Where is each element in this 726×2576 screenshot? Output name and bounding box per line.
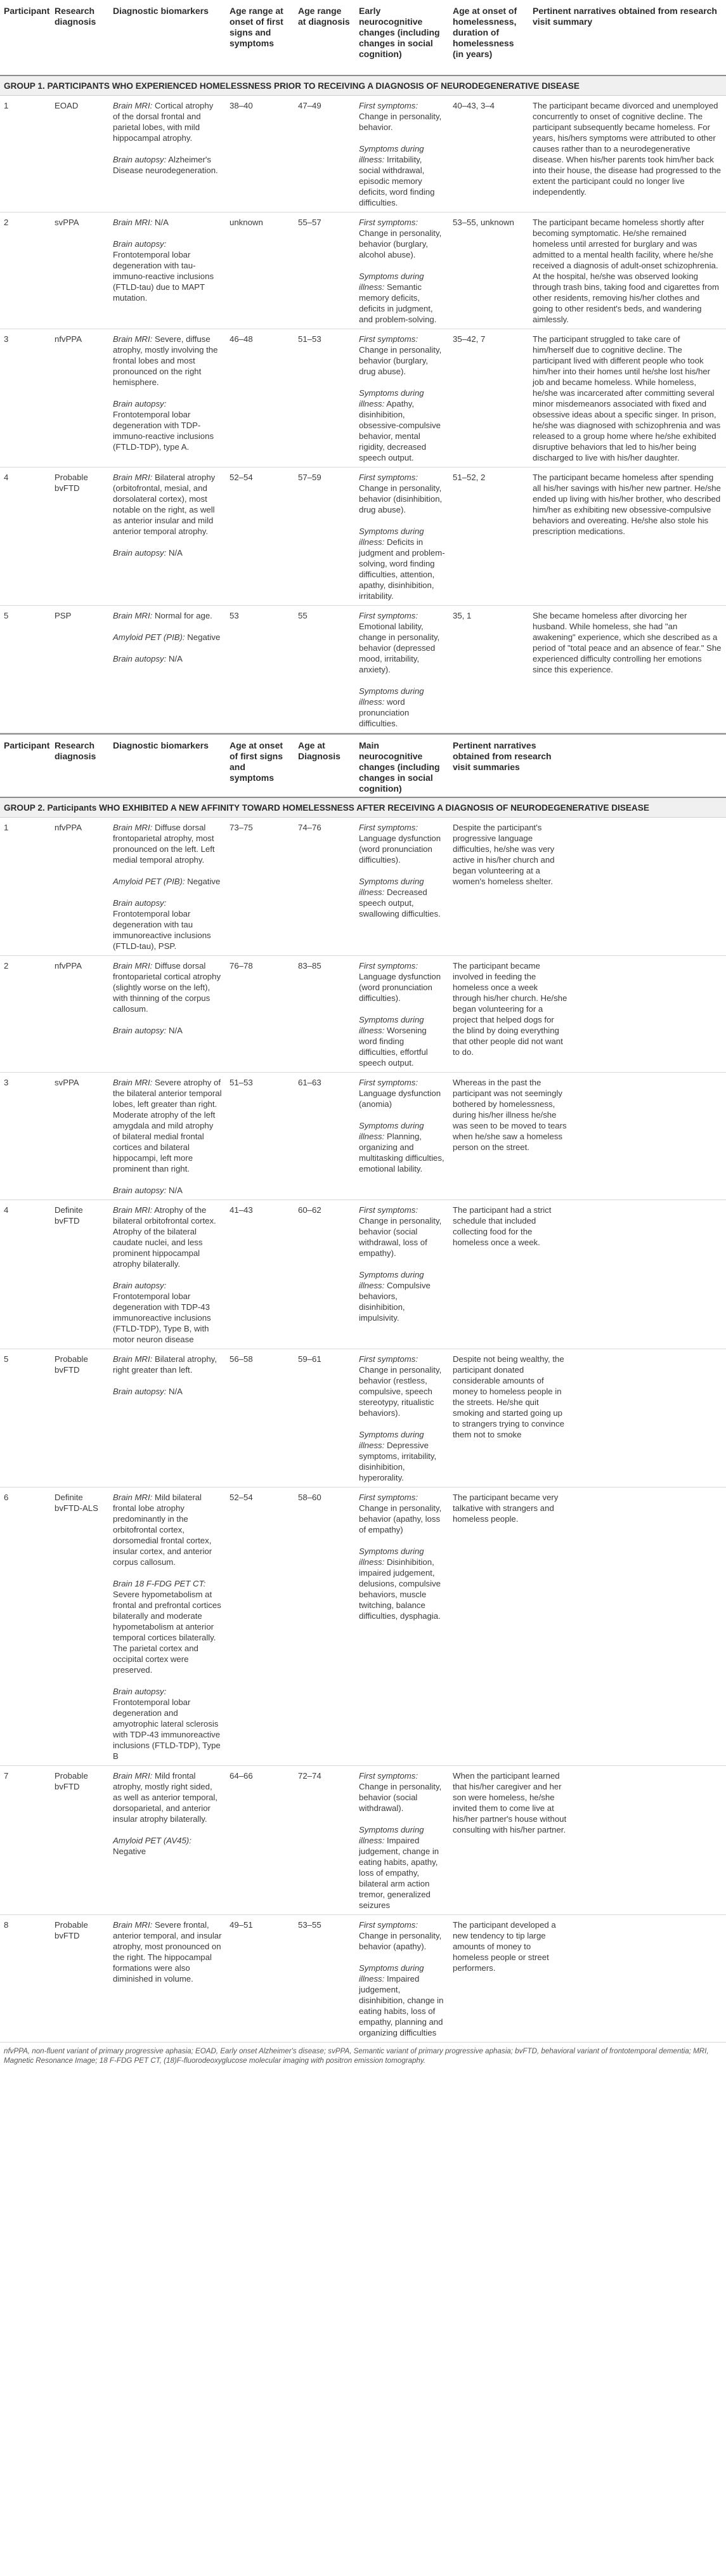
neurocognitive-change-entry <box>359 472 445 515</box>
biomarker-text: N/A <box>166 1387 183 1396</box>
biomarker-text: Mild bilateral frontal lobe atrophy predominantly in the orbitofrontal cortex, dorsomedial frontal cortex, insular cortex, and anterior corpus callosum. <box>113 1493 212 1567</box>
biomarker-text: Severe atrophy of the bilateral anterior temporal lobes, left greater than right. Moderate atrophy of the left amygdala and mild atrophy of bilateral medial frontal cortices and bilateral hippocampi, left more prominent than right. <box>113 1078 222 1174</box>
diagnosis-age-cell: 74–76 <box>294 818 355 956</box>
participant-cell: 6 <box>0 1487 51 1766</box>
neurocognitive-change-label: First symptoms: <box>359 1205 418 1215</box>
biomarker-entry <box>113 1205 222 1269</box>
biomarker-cell <box>109 1915 226 2043</box>
onset-age-cell: 49–51 <box>226 1915 294 2043</box>
neurocognitive-change-text: Depressive symptoms, irritability, disinhibition, hyperorality. <box>359 1441 437 1482</box>
diagnosis-cell: Definite bvFTD-ALS <box>51 1487 109 1766</box>
header-age-onset: Age at onset of first signs and symptoms <box>226 734 294 797</box>
onset-age-cell: 64–66 <box>226 1766 294 1915</box>
biomarker-label: Brain autopsy: <box>113 654 167 664</box>
participant-cell: 3 <box>0 1073 51 1200</box>
biomarker-entry <box>113 1578 222 1675</box>
homelessness-cell: 51–52, 2 <box>449 467 529 606</box>
biomarker-text: Negative <box>185 877 221 886</box>
onset-age-cell: 46–48 <box>226 329 294 467</box>
narrative-cell: Whereas in the past the participant was not seemingly bothered by homelessness, during his/her illness he/she was seen to be moved to tears when he/she saw a homeless person on the street. <box>449 1073 726 1200</box>
neurocognitive-change-entry <box>359 1120 445 1174</box>
neurocognitive-change-label: Symptoms during illness: <box>359 1963 424 1984</box>
diagnosis-age-cell: 55–57 <box>294 212 355 329</box>
biomarker-cell <box>109 606 226 733</box>
biomarker-entry <box>113 398 222 452</box>
biomarker-label: Brain autopsy: <box>113 399 167 409</box>
diagnosis-cell: Definite bvFTD <box>51 1200 109 1349</box>
narrative-cell: The participant became involved in feeding the homeless once a week through his/her church. He/she began volunteering for a project that helped dogs for the blind by doing everything that other people did not want to do. <box>449 956 726 1073</box>
neurocognitive-change-entry <box>359 1963 445 2038</box>
biomarker-entry <box>113 100 222 143</box>
header-age-onset: Age range at onset of first signs and symptoms <box>226 0 294 75</box>
neurocognitive-change-label: Symptoms during illness: <box>359 388 424 409</box>
diagnosis-age-cell: 58–60 <box>294 1487 355 1766</box>
narrative-cell: The participant became divorced and unemployed concurrently to onset of cognitive decline. The participant subsequently became homeless. For years, his/hers symptoms were attributed to other causes rather than to a neurodegenerative disease. When his/her parents took him/her back into their house, the disease had progressed to the extent the participant could no longer live independently. <box>529 96 726 212</box>
biomarker-entry <box>113 1919 222 1984</box>
narrative-cell: Despite not being wealthy, the participant donated considerable amounts of money to homeless people in the streets. He/she quit smoking and started going up to strangers trying to convince them not to smoke <box>449 1349 726 1487</box>
onset-age-cell: 52–54 <box>226 1487 294 1766</box>
group-2-label-row <box>0 797 726 818</box>
neurocognitive-change-label: First symptoms: <box>359 1493 418 1502</box>
biomarker-entry <box>113 1280 222 1345</box>
table-row <box>0 1200 726 1349</box>
narrative-cell: When the participant learned that his/her caregiver and her son were homeless, he/she invited them to come live at his/her partner's house without consulting with his/her partner. <box>449 1766 726 1915</box>
narrative-cell: The participant had a strict schedule that included collecting food for the homeless once a week. <box>449 1200 726 1349</box>
neurocognitive-change-text: Apathy, disinhibition, obsessive-compulsive behavior, mental rigidity, decreased speech output. <box>359 399 441 462</box>
diagnosis-age-cell: 55 <box>294 606 355 733</box>
neurocognitive-change-cell <box>355 1915 449 2043</box>
table-row <box>0 329 726 467</box>
onset-age-cell: 52–54 <box>226 467 294 606</box>
biomarker-text: N/A <box>166 654 183 664</box>
neurocognitive-change-entry <box>359 610 445 675</box>
neurocognitive-change-entry <box>359 1824 445 1911</box>
narrative-cell: The participant became very talkative with strangers and homeless people. <box>449 1487 726 1766</box>
narrative-cell: The participant became homeless shortly after becoming symptomatic. He/she remained homeless until arrested for burglary and was admitted to a mental health facility, where he/she received a diagnosis of adult-onset schizophrenia. At the hospital, he/she was observed looking through trash bins, taking food and cigarettes from other residents, removing his/her clothes and going to other resident's beds, and wandering aimlessly. <box>529 212 726 329</box>
neurocognitive-change-entry <box>359 100 445 133</box>
biomarker-entry <box>113 876 222 887</box>
group-1-label: GROUP 1. PARTICIPANTS WHO EXPERIENCED HOMELESSNESS PRIOR TO RECEIVING A DIAGNOSIS OF NEURODEGENERATIVE DISEASE <box>0 75 726 96</box>
biomarker-cell <box>109 1200 226 1349</box>
biomarker-cell <box>109 818 226 956</box>
biomarker-label: Brain MRI: <box>113 334 153 344</box>
biomarker-label: Amyloid PET (PIB): <box>113 632 185 642</box>
biomarker-entry <box>113 632 222 643</box>
biomarker-label: Brain MRI: <box>113 1078 153 1087</box>
table-footnote: nfvPPA, non-fluent variant of primary progressive aphasia; EOAD, Early onset Alzheimer's disease; svPPA, Semantic variant of primary progressive aphasia; bvFTD, behavioral variant of frontotemporal dementia; MRI, Magnetic Resonance Image; 18 F-FDG PET CT, (18)F-fluorodeoxyglucose molecular imaging with positron emission tomography. <box>4 2047 709 2065</box>
neurocognitive-change-label: First symptoms: <box>359 1078 418 1087</box>
biomarker-entry <box>113 1386 222 1397</box>
biomarker-entry <box>113 898 222 951</box>
biomarker-text: Negative <box>185 632 221 642</box>
biomarker-label: Brain autopsy: <box>113 1186 167 1195</box>
neurocognitive-change-entry <box>359 271 445 325</box>
biomarker-entry <box>113 822 222 865</box>
neurocognitive-change-label: Symptoms during illness: <box>359 686 424 707</box>
neurocognitive-change-label: Symptoms during illness: <box>359 1270 424 1290</box>
homelessness-cell: 53–55, unknown <box>449 212 529 329</box>
neurocognitive-change-label: Symptoms during illness: <box>359 1015 424 1035</box>
biomarker-entry <box>113 154 222 176</box>
neurocognitive-change-entry <box>359 334 445 377</box>
participant-cell: 4 <box>0 467 51 606</box>
biomarker-entry <box>113 960 222 1014</box>
neurocognitive-change-label: First symptoms: <box>359 1771 418 1781</box>
neurocognitive-change-text: Language dysfunction (word pronunciation difficulties). <box>359 972 441 1003</box>
participant-cell: 8 <box>0 1915 51 2043</box>
narrative-cell: Despite the participant's progressive language difficulties, he/she was very active in his/her church and began volunteering at a women's homeless shelter. <box>449 818 726 956</box>
neurocognitive-change-label: Symptoms during illness: <box>359 1546 424 1567</box>
neurocognitive-change-entry <box>359 1205 445 1259</box>
neurocognitive-change-label: First symptoms: <box>359 1354 418 1364</box>
neurocognitive-change-label: First symptoms: <box>359 334 418 344</box>
neurocognitive-change-text: Deficits in judgment and problem-solving, word finding difficulties, attention, apathy, disinhibition, irritability. <box>359 537 445 601</box>
biomarker-entry <box>113 547 222 558</box>
diagnosis-age-cell: 72–74 <box>294 1766 355 1915</box>
neurocognitive-change-entry <box>359 526 445 601</box>
biomarker-text: Severe hypometabolism at frontal and prefrontal cortices bilaterally and moderate hypometabolism at anterior temporal cortices bilaterally. The parietal cortex and occipital cortex were preserved. <box>113 1590 221 1675</box>
participant-cell: 1 <box>0 818 51 956</box>
neurocognitive-change-text: Change in personality, behavior. <box>359 112 442 132</box>
biomarker-cell <box>109 1766 226 1915</box>
neurocognitive-change-label: Symptoms during illness: <box>359 144 424 164</box>
header-neurocognitive-changes: Main neurocognitive changes (including changes in social cognition) <box>355 734 449 797</box>
biomarker-cell <box>109 1487 226 1766</box>
participant-cell: 3 <box>0 329 51 467</box>
neurocognitive-change-entry <box>359 686 445 729</box>
neurocognitive-change-cell <box>355 1200 449 1349</box>
neurocognitive-change-text: Change in personality, behavior (disinhibition, drug abuse). <box>359 483 443 514</box>
biomarker-label: Brain MRI: <box>113 1493 153 1502</box>
neurocognitive-change-label: Symptoms during illness: <box>359 271 424 292</box>
diagnosis-cell: nfvPPA <box>51 818 109 956</box>
biomarker-entry <box>113 239 222 303</box>
biomarker-cell <box>109 329 226 467</box>
neurocognitive-change-text: Change in personality, behavior (social withdrawal). <box>359 1782 442 1813</box>
biomarker-label: Brain 18 F-FDG PET CT: <box>113 1579 206 1588</box>
biomarker-entry <box>113 217 222 228</box>
biomarker-entry <box>113 610 222 621</box>
biomarker-label: Brain autopsy: <box>113 1281 167 1290</box>
neurocognitive-change-label: First symptoms: <box>359 473 418 482</box>
table-group-2 <box>0 733 726 2043</box>
narrative-cell: The participant became homeless after spending all his/her savings with his/her new partner. He/she ended up living with his/her brother, who described him/her as exhibiting new obsessive-compulsive behaviors and overeating. He/she also stole his prescription medications. <box>529 467 726 606</box>
neurocognitive-change-label: First symptoms: <box>359 1920 418 1930</box>
biomarker-text: N/A <box>166 548 183 558</box>
biomarker-label: Brain MRI: <box>113 218 153 227</box>
biomarker-text: Frontotemporal lobar degeneration with TDP-43 immunoreactive inclusions (FTLD-TDP), Type B, with motor neuron disease <box>113 1291 211 1344</box>
header-age-diagnosis: Age range at diagnosis <box>294 0 355 75</box>
neurocognitive-change-label: First symptoms: <box>359 611 418 620</box>
table-row <box>0 818 726 956</box>
neurocognitive-change-text: Language dysfunction (word pronunciation difficulties). <box>359 834 441 865</box>
neurocognitive-change-entry <box>359 1919 445 1952</box>
table-2-header <box>0 734 726 797</box>
biomarker-entry <box>113 1354 222 1375</box>
neurocognitive-change-cell <box>355 606 449 733</box>
neurocognitive-change-text: Irritability, social withdrawal, episodic memory deficits, word finding difficulties. <box>359 155 435 207</box>
onset-age-cell: unknown <box>226 212 294 329</box>
table-row <box>0 212 726 329</box>
biomarker-text: Bilateral atrophy (orbitofrontal, mesial, and dorsolateral cortex), most notable on the right, as well as anterior insular and mild anterior temporal atrophy. <box>113 473 216 536</box>
biomarker-label: Brain MRI: <box>113 1920 153 1930</box>
onset-age-cell: 76–78 <box>226 956 294 1073</box>
neurocognitive-change-text: Change in personality, behavior (apathy, loss of empathy) <box>359 1503 442 1534</box>
participant-cell: 2 <box>0 956 51 1073</box>
neurocognitive-change-text: Change in personality, behavior (apathy). <box>359 1931 442 1951</box>
onset-age-cell: 56–58 <box>226 1349 294 1487</box>
onset-age-cell: 41–43 <box>226 1200 294 1349</box>
header-narratives: Pertinent narratives obtained from research visit summaries <box>449 734 726 797</box>
diagnosis-cell: svPPA <box>51 212 109 329</box>
biomarker-entry <box>113 472 222 537</box>
biomarker-text: Severe, diffuse atrophy, mostly involving the frontal lobes and most pronounced on the right hemisphere. <box>113 334 218 387</box>
header-homelessness: Age at onset of homelessness, duration of homelessness (in years) <box>449 0 529 75</box>
group-1-label-row <box>0 75 726 96</box>
neurocognitive-change-text: Semantic memory deficits, deficits in judgment, and problem-solving. <box>359 282 437 324</box>
neurocognitive-change-entry <box>359 1354 445 1418</box>
biomarker-label: Amyloid PET (AV45): <box>113 1836 191 1845</box>
neurocognitive-change-label: Symptoms during illness: <box>359 877 424 897</box>
diagnosis-age-cell: 59–61 <box>294 1349 355 1487</box>
diagnosis-age-cell: 47–49 <box>294 96 355 212</box>
neurocognitive-change-text: Emotional lability, change in personality, behavior (depressed mood, irritability, anxiety). <box>359 622 440 674</box>
table-group-1 <box>0 0 726 733</box>
biomarker-text: Diffuse dorsal frontoparietal atrophy, most pronounced on the left. Left medial temporal atrophy. <box>113 823 215 865</box>
neurocognitive-change-entry <box>359 1269 445 1323</box>
biomarker-text: N/A <box>166 1026 183 1035</box>
biomarker-cell <box>109 96 226 212</box>
neurocognitive-change-label: First symptoms: <box>359 218 418 227</box>
neurocognitive-change-text: Change in personality, behavior (social withdrawal, loss of empathy). <box>359 1216 442 1258</box>
biomarker-text: Negative <box>113 1847 146 1856</box>
biomarker-text: Frontotemporal lobar degeneration with tau immunoreactive inclusions (FTLD-tau), PSP. <box>113 909 211 951</box>
table-row <box>0 467 726 606</box>
biomarker-entry <box>113 1770 222 1824</box>
diagnosis-age-cell: 83–85 <box>294 956 355 1073</box>
biomarker-text: Diffuse dorsal frontoparietal cortical atrophy (slightly worse on the left), with thinning of the corpus callosum. <box>113 961 221 1014</box>
biomarker-text: Mild frontal atrophy, mostly right sided, as well as anterior temporal, dorsoparietal, and anterior insular atrophy bilaterally. <box>113 1771 217 1824</box>
participant-cell: 4 <box>0 1200 51 1349</box>
biomarker-text: Frontotemporal lobar degeneration with TDP-immuno-reactive inclusions (FTLD-TDP), type A. <box>113 410 214 452</box>
diagnosis-cell: PSP <box>51 606 109 733</box>
biomarker-text: Atrophy of the bilateral orbitofrontal cortex. Atrophy of the bilateral caudate nuclei, and less prominent hippocampal atrophy bilaterally. <box>113 1205 216 1269</box>
diagnosis-cell: Probable bvFTD <box>51 467 109 606</box>
neurocognitive-change-cell <box>355 96 449 212</box>
header-diagnostic-biomarkers: Diagnostic biomarkers <box>109 734 226 797</box>
neurocognitive-change-cell <box>355 1073 449 1200</box>
neurocognitive-change-text: Disinhibition, impaired judgement, delusions, compulsive behaviors, muscle twitching, balance difficulties, dysphagia. <box>359 1557 441 1621</box>
neurocognitive-change-entry <box>359 822 445 865</box>
biomarker-cell <box>109 1349 226 1487</box>
biomarker-cell <box>109 467 226 606</box>
biomarker-label: Brain MRI: <box>113 1354 153 1364</box>
participant-cell: 5 <box>0 1349 51 1487</box>
header-participant: Participant <box>0 0 51 75</box>
biomarker-label: Brain MRI: <box>113 961 153 971</box>
biomarker-cell <box>109 212 226 329</box>
table-row <box>0 1073 726 1200</box>
biomarker-text: Frontotemporal lobar degeneration and amyotrophic lateral sclerosis with TDP-43 immunoreactive inclusions (FTLD-TDP), Type B <box>113 1697 221 1761</box>
neurocognitive-change-label: Symptoms during illness: <box>359 1121 424 1141</box>
neurocognitive-change-label: Symptoms during illness: <box>359 1825 424 1845</box>
neurocognitive-change-cell <box>355 1349 449 1487</box>
table-row <box>0 1487 726 1766</box>
biomarker-text: Cortical atrophy of the dorsal frontal and parietal lobes, with mild hippocampal atrophy. <box>113 101 214 143</box>
neurocognitive-change-text: Impaired judgement, change in eating habits, apathy, loss of empathy, bilateral arm action tremor, generalized seizures <box>359 1836 439 1910</box>
biomarker-text: N/A <box>152 218 169 227</box>
biomarker-label: Brain autopsy: <box>113 548 167 558</box>
table-row <box>0 1915 726 2043</box>
participant-cell: 5 <box>0 606 51 733</box>
biomarker-entry <box>113 1492 222 1567</box>
biomarker-entry <box>113 334 222 388</box>
neurocognitive-change-cell <box>355 1487 449 1766</box>
biomarker-label: Amyloid PET (PIB): <box>113 877 185 886</box>
biomarker-label: Brain autopsy: <box>113 1026 167 1035</box>
diagnosis-cell: Probable bvFTD <box>51 1915 109 2043</box>
biomarker-entry <box>113 1686 222 1762</box>
narrative-cell: The participant developed a new tendency to tip large amounts of money to homeless people or street performers. <box>449 1915 726 2043</box>
neurocognitive-change-text: Worsening word finding difficulties, effortful speech output. <box>359 1026 428 1068</box>
diagnosis-cell: EOAD <box>51 96 109 212</box>
biomarker-label: Brain MRI: <box>113 473 153 482</box>
header-research-diagnosis: Research diagnosis <box>51 0 109 75</box>
neurocognitive-change-entry <box>359 388 445 463</box>
neurocognitive-change-text: Compulsive behaviors, disinhibition, impulsivity. <box>359 1281 431 1323</box>
neurocognitive-change-cell <box>355 212 449 329</box>
biomarker-entry <box>113 653 222 664</box>
biomarker-label: Brain autopsy: <box>113 1687 167 1696</box>
neurocognitive-change-entry <box>359 1492 445 1535</box>
neurocognitive-change-entry <box>359 1014 445 1068</box>
diagnosis-cell: svPPA <box>51 1073 109 1200</box>
header-diagnostic-biomarkers: Diagnostic biomarkers <box>109 0 226 75</box>
neurocognitive-change-label: Symptoms during illness: <box>359 1430 424 1450</box>
neurocognitive-change-text: Planning, organizing and multitasking difficulties, emotional lability. <box>359 1132 444 1174</box>
table-row <box>0 96 726 212</box>
biomarker-entry <box>113 1025 222 1036</box>
biomarker-label: Brain MRI: <box>113 1205 153 1215</box>
neurocognitive-change-entry <box>359 1546 445 1621</box>
diagnosis-age-cell: 60–62 <box>294 1200 355 1349</box>
narrative-cell: She became homeless after divorcing her husband. While homeless, she had "an awakening" experience, which she described as a period of "total peace and an absence of fear." She experienced difficulty controlling her emotions since this experience. <box>529 606 726 733</box>
onset-age-cell: 51–53 <box>226 1073 294 1200</box>
neurocognitive-change-entry <box>359 960 445 1004</box>
biomarker-text: Alzheimer's Disease neurodegeneration. <box>113 155 218 175</box>
diagnosis-age-cell: 57–59 <box>294 467 355 606</box>
biomarker-text: Frontotemporal lobar degeneration with tau-immuno-reactive inclusions (FTLD-tau) due to MAPT mutation. <box>113 250 214 303</box>
homelessness-cell: 40–43, 3–4 <box>449 96 529 212</box>
neurocognitive-change-text: Decreased speech output, swallowing difficulties. <box>359 887 441 919</box>
neurocognitive-change-text: word pronunciation difficulties. <box>359 697 410 728</box>
header-age-diagnosis: Age at Diagnosis <box>294 734 355 797</box>
header-research-diagnosis: Research diagnosis <box>51 734 109 797</box>
neurocognitive-change-entry <box>359 217 445 260</box>
table-row <box>0 1349 726 1487</box>
narrative-cell: The participant struggled to take care of him/herself due to cognitive decline. The participant lived with different people who took him/her into their homes until he/she lost his/her job and became homeless. While homeless, he/she was incarcerated after committing several minor misdemeanors associated with fixed and obsessive ideas about a specific singer. In prison, he/she was diagnosed with schizophrenia and was released to a group home where he/she exhibited disruptive behaviors that led to his/her being discharged to live with his/her daughter. <box>529 329 726 467</box>
biomarker-text: Severe frontal, anterior temporal, and insular atrophy, most pronounced on the right. The hippocampal formations were also diminished in volume. <box>113 1920 222 1984</box>
header-participant: Participant <box>0 734 51 797</box>
neurocognitive-change-text: Change in personality, behavior (burglary, drug abuse). <box>359 345 442 376</box>
biomarker-text: Bilateral atrophy, right greater than left. <box>113 1354 217 1375</box>
table-row <box>0 606 726 733</box>
diagnosis-cell: Probable bvFTD <box>51 1349 109 1487</box>
neurocognitive-change-label: First symptoms: <box>359 823 418 832</box>
participant-cell: 7 <box>0 1766 51 1915</box>
table-row <box>0 956 726 1073</box>
biomarker-label: Brain MRI: <box>113 823 153 832</box>
neurocognitive-change-label: Symptoms during illness: <box>359 526 424 547</box>
group-2-label: GROUP 2. Participants WHO EXHIBITED A NEW AFFINITY TOWARD HOMELESSNESS AFTER RECEIVING A DIAGNOSIS OF NEURODEGENERATIVE DISEASE <box>0 797 726 818</box>
table-1-header <box>0 0 726 75</box>
biomarker-label: Brain autopsy: <box>113 239 167 249</box>
neurocognitive-change-entry <box>359 1429 445 1483</box>
biomarker-entry <box>113 1077 222 1174</box>
neurocognitive-change-text: Language dysfunction (anomia) <box>359 1089 441 1109</box>
header-neurocognitive-changes: Early neurocognitive changes (including changes in social cognition) <box>355 0 449 75</box>
neurocognitive-change-entry <box>359 1077 445 1109</box>
table-row <box>0 1766 726 1915</box>
diagnosis-age-cell: 61–63 <box>294 1073 355 1200</box>
neurocognitive-change-entry <box>359 876 445 919</box>
neurocognitive-change-text: Impaired judgement, disinhibition, change in eating habits, loss of empathy, planning and organizing difficulties <box>359 1974 444 2037</box>
biomarker-label: Brain autopsy: <box>113 155 167 164</box>
biomarker-entry <box>113 1185 222 1196</box>
biomarker-label: Brain autopsy: <box>113 1387 167 1396</box>
neurocognitive-change-cell <box>355 1766 449 1915</box>
neurocognitive-change-entry <box>359 143 445 208</box>
participant-cell: 2 <box>0 212 51 329</box>
homelessness-cell: 35, 1 <box>449 606 529 733</box>
neurocognitive-change-cell <box>355 818 449 956</box>
biomarker-text: Normal for age. <box>152 611 212 620</box>
neurocognitive-change-cell <box>355 329 449 467</box>
onset-age-cell: 53 <box>226 606 294 733</box>
neurocognitive-change-cell <box>355 467 449 606</box>
diagnosis-age-cell: 51–53 <box>294 329 355 467</box>
header-narratives: Pertinent narratives obtained from research visit summary <box>529 0 726 75</box>
biomarker-label: Brain MRI: <box>113 1771 153 1781</box>
onset-age-cell: 73–75 <box>226 818 294 956</box>
neurocognitive-change-label: First symptoms: <box>359 961 418 971</box>
neurocognitive-change-label: First symptoms: <box>359 101 418 110</box>
participant-cell: 1 <box>0 96 51 212</box>
homelessness-cell: 35–42, 7 <box>449 329 529 467</box>
neurocognitive-change-entry <box>359 1770 445 1814</box>
diagnosis-cell: Probable bvFTD <box>51 1766 109 1915</box>
biomarker-cell <box>109 1073 226 1200</box>
diagnosis-age-cell: 53–55 <box>294 1915 355 2043</box>
biomarker-entry <box>113 1835 222 1857</box>
diagnosis-cell: nfvPPA <box>51 956 109 1073</box>
diagnosis-cell: nfvPPA <box>51 329 109 467</box>
biomarker-label: Brain autopsy: <box>113 898 167 908</box>
neurocognitive-change-text: Change in personality, behavior (restless, compulsive, speech stereotypy, ritualistic behaviors). <box>359 1365 442 1418</box>
biomarker-label: Brain MRI: <box>113 101 153 110</box>
biomarker-cell <box>109 956 226 1073</box>
neurocognitive-change-cell <box>355 956 449 1073</box>
biomarker-label: Brain MRI: <box>113 611 153 620</box>
onset-age-cell: 38–40 <box>226 96 294 212</box>
neurocognitive-change-text: Change in personality, behavior (burglary, alcohol abuse). <box>359 228 442 259</box>
biomarker-text: N/A <box>166 1186 183 1195</box>
